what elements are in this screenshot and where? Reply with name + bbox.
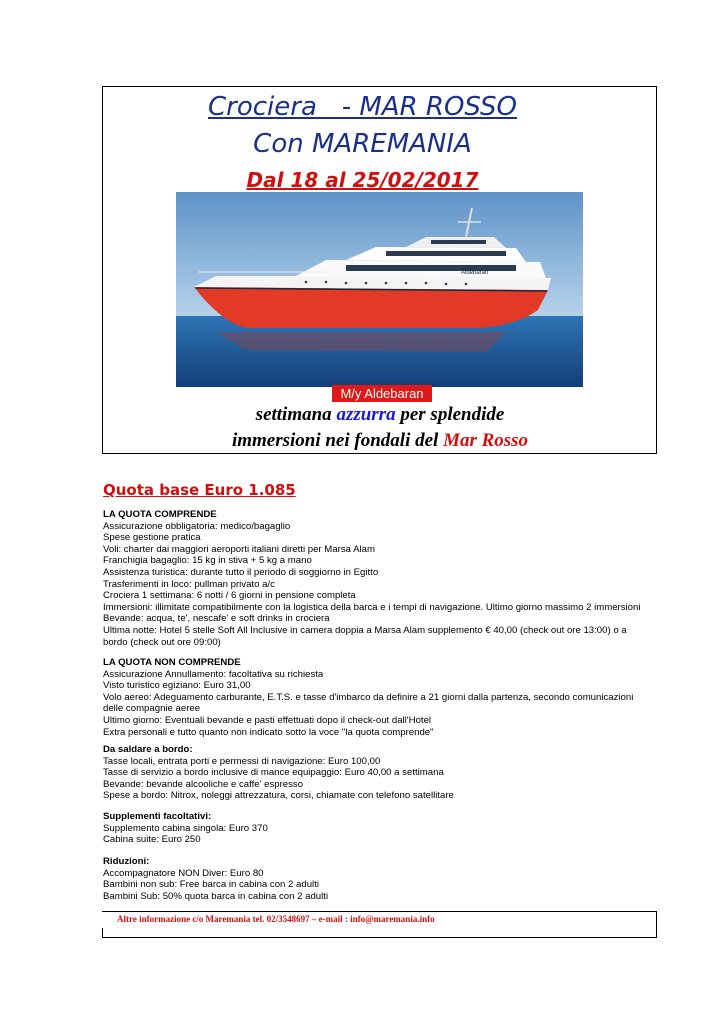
list-item: Accompagnatore NON Diver: Euro 80 xyxy=(103,867,264,879)
section-heading: Riduzioni: xyxy=(103,856,150,867)
tagline-text: settimana xyxy=(255,404,337,425)
list-item: Cabina suite: Euro 250 xyxy=(103,834,201,846)
yacht-photo xyxy=(176,192,583,387)
list-item: Bambini Sub: 50% quota barca in cabina con 2 adulti xyxy=(103,890,329,902)
list-item: Trasferimenti in loco: pullman privato a/c xyxy=(103,578,275,590)
footer-box-edge xyxy=(102,928,103,938)
list-item: delle compagnie aeree xyxy=(103,703,201,715)
quota-base: Quota base Euro 1.085 xyxy=(103,481,296,499)
list-item: Ultima notte: Hotel 5 stelle Soft All Inclusive in camera doppia a Marsa Alam supplemento € 40,00 (check out ore 13:00) o a xyxy=(103,624,627,636)
list-item: Bevande: bevande alcooliche e caffe' espresso xyxy=(103,778,304,790)
list-item: Bevande: acqua, te', nescafe' e soft drinks in crociera xyxy=(103,613,330,625)
list-item: Assicurazione Annullamento: facoltativa su richiesta xyxy=(103,668,324,680)
tagline-highlight-mar-rosso: Mar Rosso xyxy=(443,430,529,451)
list-item: Extra personali e tutto quanto non indicato sotto la voce "la quota comprende" xyxy=(103,726,434,738)
title-line-1: Crociera - MAR ROSSO xyxy=(208,92,517,122)
list-item: Assistenza turistica: durante tutto il periodo di soggiorno in Egitto xyxy=(103,566,379,578)
list-item: Assicurazione obbligatoria: medico/bagaglio xyxy=(103,520,291,532)
tagline-text: immersioni nei fondali del xyxy=(231,430,444,451)
section-non-comprende xyxy=(103,657,663,738)
section-supplementi xyxy=(103,811,663,846)
photo-caption: M/y Aldebaran xyxy=(332,385,432,402)
list-item: Visto turistico egiziano: Euro 31,00 xyxy=(103,680,251,692)
list-item: Spese gestione pratica xyxy=(103,532,201,544)
list-item: bordo (check out ore 09:00) xyxy=(103,636,221,648)
trip-dates: Dal 18 al 25/02/2017 xyxy=(246,168,479,192)
tagline-text: per splendide xyxy=(395,404,505,425)
section-heading: Supplementi facoltativi: xyxy=(103,811,212,822)
list-item: Crociera 1 settimana: 6 notti / 6 giorni in pensione completa xyxy=(103,590,356,602)
list-item: Tasse locali, entrata porti e permessi di navigazione: Euro 100,00 xyxy=(103,755,381,767)
list-item: Tasse di servizio a bordo inclusive di mance equipaggio: Euro 40,00 a settimana xyxy=(103,767,444,779)
section-riduzioni xyxy=(103,856,663,902)
tagline-line-1 xyxy=(0,404,725,426)
section-heading: LA QUOTA COMPRENDE xyxy=(103,509,217,520)
list-item: Spese a bordo: Nitrox, noleggi attrezzatura, corsi, chiamate con telefono satellitare xyxy=(103,790,454,802)
boat-name-label: Aldebaran xyxy=(461,270,489,276)
list-item: Bambini non sub: Free barca in cabina con 2 adulti xyxy=(103,879,319,891)
title-line-2: Con MAREMANIA xyxy=(253,129,472,159)
tagline-highlight-azzurra: azzurra xyxy=(336,404,396,425)
list-item: Supplemento cabina singola: Euro 370 xyxy=(103,822,268,834)
footer-contact: Altre informazione c/o Maremania tel. 02/3548697 – e-mail : info@maremania.info xyxy=(117,914,435,924)
section-heading: Da saldare a bordo: xyxy=(103,744,193,755)
section-comprende xyxy=(103,509,663,648)
list-item: Ultimo giorno: Eventuali bevande e pasti effettuati dopo il check-out dall'Hotel xyxy=(103,714,432,726)
tagline-line-2 xyxy=(0,430,725,452)
list-item: Voli: charter dai maggiori aeroporti italiani diretti per Marsa Alam xyxy=(103,543,375,555)
list-item: Volo aereo: Adeguamento carburante, E.T.S. e tasse d'imbarco da definire a 21 giorni dalla partenza, secondo comunicazioni xyxy=(103,691,634,703)
section-heading: LA QUOTA NON COMPRENDE xyxy=(103,657,241,668)
section-da-saldare xyxy=(103,744,663,802)
list-item: Franchigia bagaglio: 15 kg in stiva + 5 kg a mano xyxy=(103,555,312,567)
list-item: Immersioni: illimitate compatibilmente con la logistica della barca e i tempi di navigazione. Ultimo giorno massimo 2 immersioni xyxy=(103,601,641,613)
